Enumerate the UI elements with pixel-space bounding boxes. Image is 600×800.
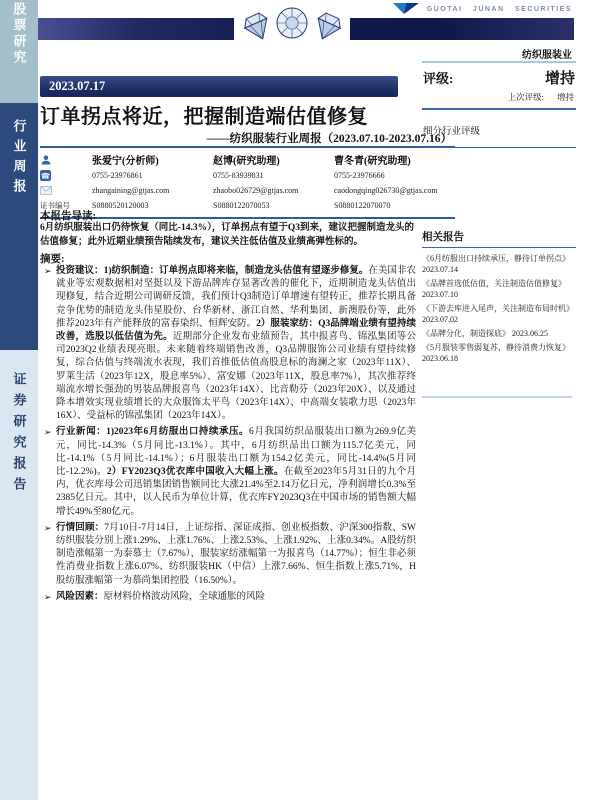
brand bbox=[391, 2, 572, 16]
sidebar-section-stock-research bbox=[0, 0, 38, 103]
mail-icon bbox=[40, 186, 52, 195]
sidebar-section-securities-research bbox=[0, 350, 38, 800]
left-sidebar bbox=[0, 0, 38, 800]
bullet-text: 投资建议：1)纺织制造：订单拐点即将来临，制造龙头估值有望逐步修复。在美国非农就业等宏观数据相对坚挺以及下游品牌库存显著改善的催化下，近期制造龙头估值出现修复，结合近期公司调研反馈，我们预计Q3制造订单增速有望转正，推荐长期具备竞争优势的制造龙头伟星股份、台华新材、浙江自然、华利集团、新澳股份等，此外推荐2023年有产能释放的富春染织、恒辉安防。2）服装家纺：Q3品牌端业绩有望持续改善，选股以低估值为先。近期部分企业发布业绩预告，其中报喜鸟、锦泓集团等公司2023Q2业绩表现亮眼。未来随着终端销售改善，Q3品牌服饰公司业绩有望持续修复，综合估值与终端流水表现，我们首推低估值高股息标的海澜之家（2023年11X）、罗莱生活（2023年12X，股息率5%）、富安娜（2023年11X，股息率7%），其次推荐终端流水增长强劲的男装品牌报喜鸟（2023年14X）、比音勒芬（2023年20X）、以及通过降本增效实现业绩增长的大众服饰太平鸟（2023年14X）、中高端女装歌力思（2023年16X）、受益标的锦泓集团（2023年14X）。 bbox=[56, 266, 416, 422]
previous-rating-value: 增持 bbox=[556, 92, 574, 102]
cert-label: 证书编号 bbox=[40, 201, 70, 210]
diamonds-logo-icon bbox=[234, 0, 350, 54]
report-item: 《下游去库进入尾声，关注制造布局时机》 2023.07.02 bbox=[422, 304, 574, 324]
summary-bullet bbox=[40, 591, 416, 604]
brand-text: GUOTAI JUNAN SECURITIES bbox=[426, 5, 572, 13]
report-item: 《5月服装零售弱复苏，静待消费力恢复》 2023.06.18 bbox=[422, 343, 570, 363]
report-item: 《6月纺服出口持续承压，静待订单拐点》 2023.07.14 bbox=[422, 254, 570, 274]
abstract-label: 摘要: bbox=[40, 254, 65, 265]
bullet-text: 行情回顾：7月10日-7月14日，上证综指、深证成指、创业板指数、沪深300指数、SW纺织服装分别上涨1.29%、上涨1.76%、上涨2.53%、上涨1.92%、上涨0.34%。A股纺织制造涨幅第一为泰慕士（7.67%），服装家纺涨幅第一为报喜鸟（14.77%）；恒生非必须性消费业指数上涨6.07%、纺织服装HK（中信）上涨7.66%、恒生指数上涨5.71%，H股纺服涨幅第一为慕尚集团控股（16.50%）。 bbox=[56, 522, 416, 586]
report-item: 《品牌首选低估值，关注制造估值修复》 2023.07.10 bbox=[422, 279, 566, 299]
summary-bullet bbox=[40, 522, 416, 588]
mail-icon-cell bbox=[40, 186, 92, 195]
lead-label: 本报告导读: bbox=[40, 211, 96, 222]
analyst-cert: S0880520120003 bbox=[92, 201, 149, 210]
svg-text:☎: ☎ bbox=[40, 171, 51, 181]
report-title: 订单拐点将近，把握制造端估值修复 bbox=[40, 106, 368, 128]
analyst-phone: 0755-23976666 bbox=[334, 171, 385, 180]
industry-tag: 纺织服装业 bbox=[522, 50, 572, 61]
bullet-marker-icon: ➢ bbox=[44, 266, 52, 276]
bullet-text: 风险因素：原材料价格波动风险，全球通胀的风险 bbox=[56, 591, 266, 602]
analyst-name: 曹冬青(研究助理) bbox=[334, 156, 411, 167]
analyst-phone: 0755-23976861 bbox=[92, 171, 143, 180]
related-reports-title: 相关报告 bbox=[422, 229, 576, 248]
previous-rating-label: 上次评级: bbox=[507, 92, 544, 102]
phone-icon-cell bbox=[40, 170, 92, 181]
analyst-name: 赵博(研究助理) bbox=[213, 156, 280, 167]
gtja-logo-icon bbox=[391, 3, 421, 15]
summary-bullet bbox=[40, 426, 416, 518]
summary-bullet bbox=[40, 265, 416, 423]
analyst-email: zhangaining@gtjas.com bbox=[92, 186, 170, 195]
analyst-table bbox=[40, 146, 455, 219]
analyst-cert: S0880122070053 bbox=[213, 201, 270, 210]
summary-bullets bbox=[40, 265, 416, 607]
report-subtitle: ——纺织服装行业周报（2023.07.10-2023.07.16） bbox=[206, 133, 452, 145]
sidebar-label-securities-research: 证券研究报告 bbox=[11, 372, 27, 498]
lead-text: 6月纺织服装出口仍待恢复（同比-14.3%），订单拐点有望于Q3到来，建议把握制造龙头的估值修复；此外近期业绩预告陆续发布，建议关注低估值及业绩高弹性标的。 bbox=[40, 223, 414, 247]
analyst-phone: 0755-83939831 bbox=[213, 171, 264, 180]
analyst-icon-cell bbox=[40, 154, 92, 166]
analyst-cert-row bbox=[40, 198, 455, 213]
rating-box bbox=[422, 61, 576, 148]
related-reports-list bbox=[422, 253, 576, 364]
right-column-divider bbox=[422, 396, 572, 398]
bullet-marker-icon: ➢ bbox=[44, 591, 52, 602]
sub-industry-rating-label: 细分行业评级 bbox=[422, 110, 576, 148]
analyst-email-row bbox=[40, 183, 455, 198]
sidebar-section-industry-weekly bbox=[0, 103, 38, 350]
rating-value: 增持 bbox=[544, 71, 575, 87]
analyst-name-row bbox=[40, 151, 455, 168]
analyst-email: zhaobo026729@gtjas.com bbox=[213, 186, 299, 195]
rating-row bbox=[422, 63, 576, 89]
bullet-marker-icon: ➢ bbox=[44, 427, 52, 438]
report-item: 《品牌分化，制造探底》 2023.06.25 bbox=[422, 329, 548, 338]
person-icon bbox=[40, 154, 52, 166]
analyst-cert: S0880122070070 bbox=[334, 201, 391, 210]
analyst-email: caodongqing026730@gtjas.com bbox=[334, 186, 438, 195]
previous-rating-row bbox=[422, 89, 576, 110]
related-reports bbox=[422, 229, 576, 367]
bullet-text: 行业新闻：1)2023年6月纺服出口持续承压。6月我国纺织品服装出口额为269.9亿美元，同比-14.3%（5月同比-13.1%）。其中，6月纺织品出口额为115.7亿美元，同比-14.1%（5月同比-14.1%）；6月服装出口额为154.2亿美元，同比-14.4%(5月同比-12.2%)。2）FY2023Q3优衣库中国收入大幅上涨。在截至2023年5月31日的九个月内，优衣库母公司迅销集团销售额同比大涨21.4%至2.14万亿日元，净利润增长0.3%至2385亿日元。其中，以人民币为单位计算，优衣库FY2023Q3在中国市场的销售额大幅增长49%至80亿元。 bbox=[56, 427, 416, 517]
analyst-phone-row bbox=[40, 168, 455, 183]
report-date-banner: 2023.07.17 bbox=[40, 76, 398, 97]
bullet-marker-icon: ➢ bbox=[44, 522, 52, 533]
sidebar-label-stock-research: 股票研究 bbox=[11, 2, 27, 66]
rating-label: 评级: bbox=[423, 71, 454, 86]
analyst-name: 张爱宁(分析师) bbox=[92, 156, 159, 167]
sidebar-label-industry-weekly: 行业周报 bbox=[11, 119, 27, 199]
phone-icon bbox=[40, 170, 51, 181]
